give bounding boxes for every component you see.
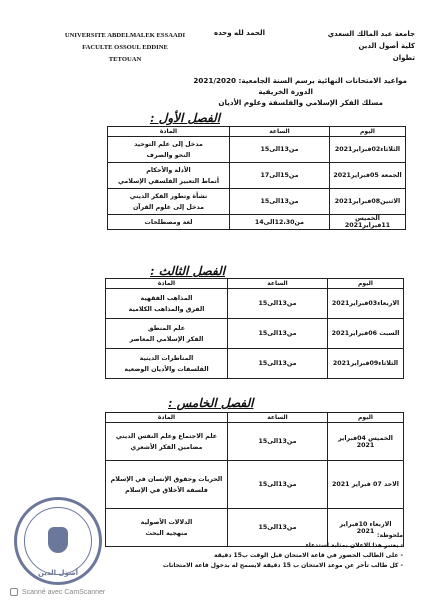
subject-name: فلسفة الأخلاق في الإسلام	[125, 486, 208, 494]
stamp-text: أصول الدين	[37, 569, 79, 577]
table-row	[106, 319, 404, 349]
subject-name: الفكر الإسلامي المعاصر	[129, 335, 204, 343]
table-header-row	[108, 127, 406, 137]
exam-subjects	[108, 163, 230, 189]
exam-time: من13الى15	[228, 319, 328, 349]
exam-time: من13الى15	[228, 349, 328, 379]
subject-name: المناظرات الدينية	[139, 354, 194, 362]
table-row	[106, 461, 404, 509]
exam-day: الخميس 04فبراير 2021	[328, 423, 404, 461]
subject-name: لغة ومصطلحات	[144, 218, 193, 226]
table-row	[106, 423, 404, 461]
semester-3-title: الفصل الثالث :	[150, 264, 226, 278]
header-left-line-2: FACULTE OSSOUL EDDINE	[82, 44, 168, 51]
header-left-line-3: TETOUAN	[108, 56, 142, 63]
note-item: - على الطالب الحضور في قاعة الامتحان قبل الوقت ب15 دقيقة	[214, 552, 403, 559]
table-row	[108, 137, 406, 163]
header-right-line-2: كلية أصول الدين	[358, 42, 415, 50]
exam-subjects	[106, 349, 228, 379]
exam-time: من13الى15	[228, 509, 328, 547]
column-header-subject: المادة	[108, 127, 230, 137]
stamp-emblem-icon	[48, 527, 68, 553]
subject-name: منهجية البحث	[145, 529, 188, 537]
column-header-subject: المادة	[106, 413, 228, 423]
column-header-day: اليوم	[328, 279, 404, 289]
subject-name: نشأة وتطور الفكر الديني	[129, 192, 208, 200]
table-header-row	[106, 279, 404, 289]
exam-subjects	[106, 461, 228, 509]
column-header-subject: المادة	[106, 279, 228, 289]
header-invocation: الحمد لله وحده	[214, 29, 265, 37]
semester-1-title: الفصل الأول :	[150, 111, 221, 125]
semester-5-table	[105, 412, 404, 547]
exam-day: الخميس 11فبراير2021	[330, 215, 406, 230]
subject-name: الدلالات الأصولية	[140, 518, 193, 526]
table-row	[108, 163, 406, 189]
exam-subjects	[108, 137, 230, 163]
subject-name: مضامين الفكر الأشعري	[130, 443, 203, 451]
subject-name: مدخل إلى علم التوحيد	[134, 140, 203, 148]
header-left-line-1: UNIVERSITE ABDELMALEK ESSAADI	[64, 32, 186, 39]
column-header-time: الساعة	[228, 413, 328, 423]
subject-name: الأدلة والأحكام	[146, 166, 191, 174]
exam-day: الاحد 07 فبراير 2021	[328, 461, 404, 509]
university-name-latin	[60, 30, 190, 66]
scanner-label: Scanné avec CamScanner	[21, 588, 106, 596]
session-title: الدورة الخريفية	[258, 87, 313, 96]
column-header-day: اليوم	[330, 127, 406, 137]
notes-block	[83, 531, 403, 571]
subject-name: الفرق والمذاهب الكلامية	[128, 305, 205, 313]
column-header-day: اليوم	[328, 413, 404, 423]
table-row	[106, 349, 404, 379]
exam-time: من13الى15	[230, 189, 330, 215]
exam-time: من12،30الى14	[230, 215, 330, 230]
notes-heading: ملحوظة:	[377, 532, 403, 539]
note-item: - كل طالب تأخر عن موعد الامتحان ب 15 دقيقة لايسمح له بدخول قاعة الامتحانات	[162, 562, 403, 569]
subject-name: المذاهب الفقهية	[140, 294, 193, 302]
subject-name: النحو والصرف	[146, 151, 191, 159]
exam-day: الجمعة 05فبراير2021	[330, 163, 406, 189]
faculty-stamp	[14, 497, 102, 585]
subject-name: الحريات وحقوق الإنسان في الإسلام	[110, 475, 223, 483]
column-header-time: الساعة	[230, 127, 330, 137]
university-name-arabic	[327, 28, 415, 64]
exam-day: الاربعاء 10فبراير 2021	[328, 509, 404, 547]
table-row	[108, 189, 406, 215]
exam-day: الثلاثاء09فبراير2021	[328, 349, 404, 379]
exam-subjects	[106, 319, 228, 349]
exam-day: الاربعاء03فبراير2021	[328, 289, 404, 319]
table-row	[108, 215, 406, 230]
subject-name: علم المنطق	[147, 324, 186, 332]
scanner-watermark	[10, 588, 105, 596]
subject-name: أنماط التعبير الفلسفي الإسلامي	[118, 177, 219, 185]
header-right-line-3: تطوان	[392, 54, 415, 62]
semester-1-table	[107, 126, 406, 230]
table-header-row	[106, 413, 404, 423]
exam-subjects	[108, 189, 230, 215]
exam-day: السبت 06فبراير2021	[328, 319, 404, 349]
subject-name: مدخل إلى علوم القرآن	[132, 203, 205, 211]
exam-schedule-title: مواعيد الامتحانات النهائية برسم السنة الجامعية: 2021/2020	[193, 76, 407, 85]
exam-subjects	[106, 423, 228, 461]
camscanner-icon	[10, 588, 18, 596]
header-right-line-1: جامعة عبد المالك السعدي	[327, 30, 415, 38]
semester-3-table	[105, 278, 404, 379]
exam-day: الثلاثاء02فبراير2021	[330, 137, 406, 163]
table-row	[106, 289, 404, 319]
exam-day: الاثنين08فبراير2021	[330, 189, 406, 215]
exam-time: من15الى17	[230, 163, 330, 189]
column-header-time: الساعة	[228, 279, 328, 289]
exam-time: من13الى15	[228, 461, 328, 509]
exam-subjects	[108, 215, 230, 230]
subject-name: علم الاجتماع وعلم النفس الديني	[115, 432, 218, 440]
exam-subjects	[106, 289, 228, 319]
exam-time: من13الى15	[228, 289, 328, 319]
program-title: مسلك الفكر الإسلامي والفلسفة وعلوم الأديان	[218, 98, 383, 107]
semester-5-title: الفصل الخامس :	[168, 396, 254, 410]
subject-name: الفلسفات والأديان الوضعية	[124, 365, 209, 373]
exam-time: من13الى15	[228, 423, 328, 461]
note-item: - يعتبر هذا الاعلان بمثابة استدعاء	[305, 542, 403, 549]
exam-time: من13الى15	[230, 137, 330, 163]
